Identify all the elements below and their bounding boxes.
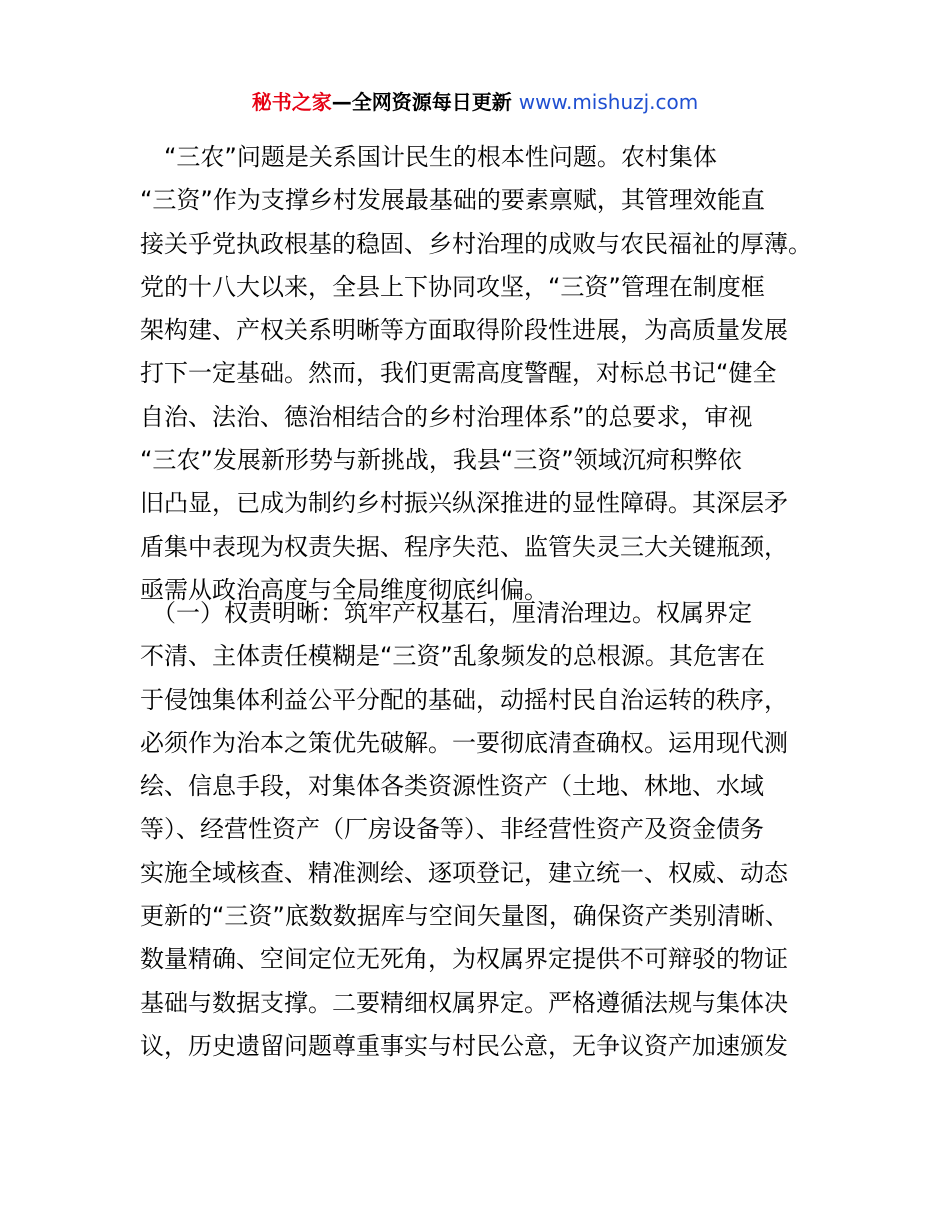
- text-line: 党的十八大以来，全县上下协同攻坚，“三资”管理在制度框: [140, 272, 765, 301]
- text-line: 旧凸显，已成为制约乡村振兴纵深推进的显性障碍。其深层矛: [140, 489, 788, 518]
- text-line: 实施全域核查、精准测绘、逐项登记，建立统一、权威、动态: [140, 858, 788, 887]
- text-line: 自治、法治、德治相结合的乡村治理体系”的总要求，审视: [140, 402, 753, 431]
- text-line: 数量精确、空间定位无死角，为权属界定提供不可辩驳的物证: [140, 945, 788, 974]
- text-line: 等）、经营性资产（厂房设备等）、非经营性资产及资金债务: [140, 815, 764, 844]
- text-line: （一）权责明晰：筑牢产权基石，厘清治理边。权属界定: [140, 599, 752, 627]
- text-line: “三农”问题是关系国计民生的根本性问题。农村集体: [140, 143, 717, 171]
- text-line: “三农”发展新形势与新挑战，我县“三资”领域沉疴积弊依: [140, 446, 742, 475]
- header-tagline: —全网资源每日更新: [331, 90, 519, 114]
- site-url[interactable]: www.mishuzj.com: [518, 90, 699, 114]
- text-line: 必须作为治本之策优先破解。一要彻底清查确权。运用现代测: [140, 728, 788, 757]
- paragraph-section-1: [140, 592, 840, 1068]
- document-header: [0, 88, 950, 116]
- text-line: 基础与数据支撑。二要精细权属界定。严格遵循法规与集体决: [140, 988, 788, 1017]
- text-line: 接关乎党执政根基的稳固、乡村治理的成败与农民福祉的厚薄。: [140, 229, 812, 258]
- paragraph-intro: [140, 136, 840, 612]
- text-line: 不清、主体责任模糊是“三资”乱象频发的总根源。其危害在: [140, 642, 765, 671]
- text-line: “三资”作为支撑乡村发展最基础的要素禀赋，其管理效能直: [140, 186, 765, 215]
- text-line: 架构建、产权关系明晰等方面取得阶段性进展，为高质量发展: [140, 316, 788, 345]
- text-line: 亟需从政治高度与全局维度彻底纠偏。: [140, 575, 548, 604]
- text-line: 盾集中表现为权责失据、程序失范、监管失灵三大关键瓶颈，: [140, 532, 788, 561]
- text-line: 议，历史遗留问题尊重事实与村民公意，无争议资产加速颁发: [140, 1031, 788, 1060]
- text-line: 更新的“三资”底数数据库与空间矢量图，确保资产类别清晰、: [140, 902, 789, 931]
- text-line: 于侵蚀集体利益公平分配的基础，动摇村民自治运转的秩序，: [140, 685, 788, 714]
- brand-name: 秘书之家: [251, 90, 332, 114]
- text-line: 打下一定基础。然而，我们更需高度警醒，对标总书记“健全: [140, 359, 777, 388]
- text-line: 绘、信息手段，对集体各类资源性资产（土地、林地、水域: [140, 772, 764, 801]
